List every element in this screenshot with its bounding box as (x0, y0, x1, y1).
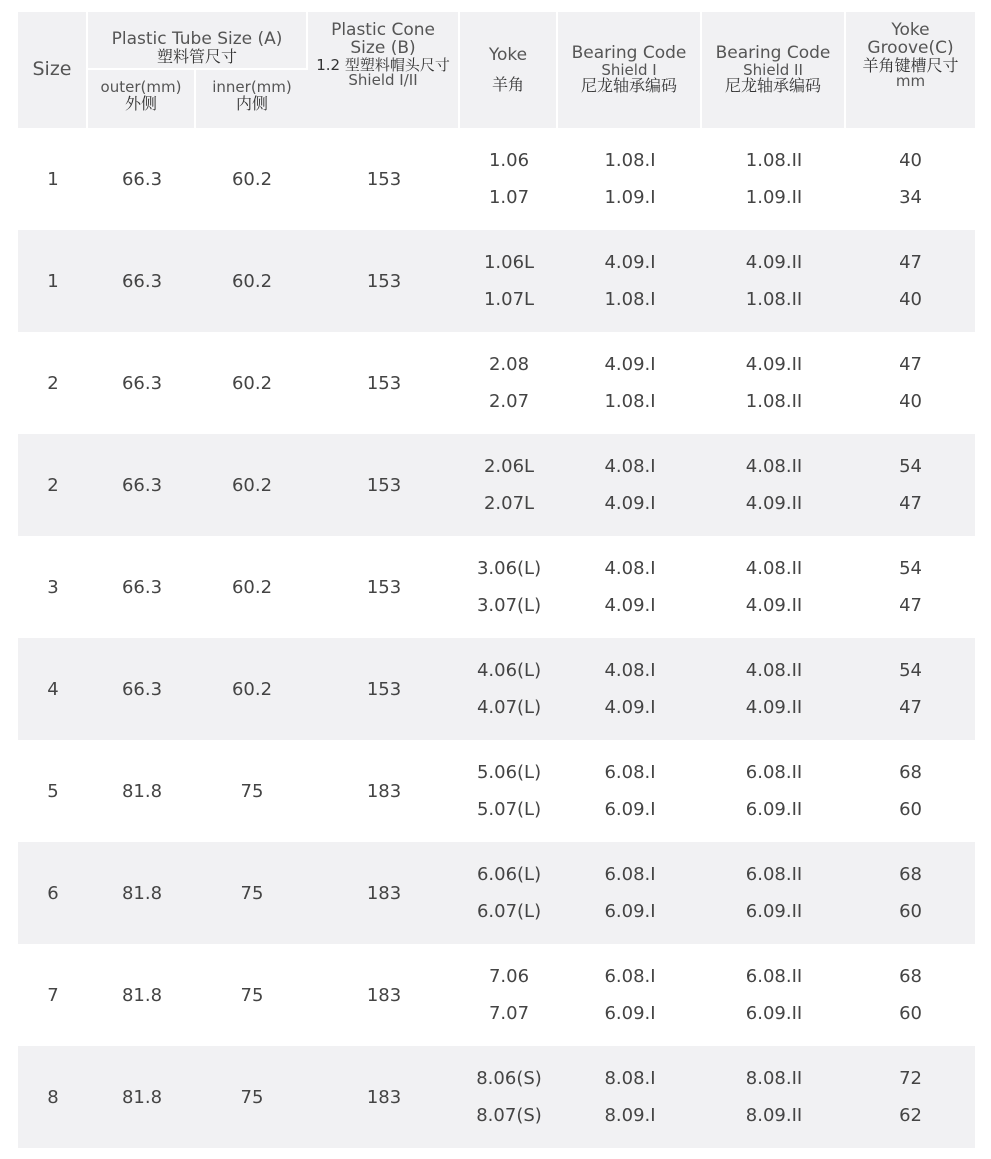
header-bearing-code-2: Bearing Code Shield II 尼龙轴承编码 (702, 12, 846, 128)
cell-bearing-code-1-value: 6.09.I (604, 901, 656, 922)
cell-yoke-groove-value: 54 (899, 456, 922, 477)
cell-cone: 153 (308, 434, 460, 536)
cell-bearing-code-1 (558, 536, 702, 638)
cell-yoke-value: 7.07 (488, 1003, 530, 1024)
cell-bearing-code-1 (558, 842, 702, 944)
cell-size: 5 (18, 740, 88, 842)
cell-bearing-code-1-value: 6.08.I (604, 864, 656, 885)
cell-bearing-code-2 (702, 536, 846, 638)
cell-yoke-value: 1.06L (483, 252, 535, 273)
cell-yoke-groove-value: 47 (899, 595, 922, 616)
cell-size: 8 (18, 1046, 88, 1148)
cell-inner: 75 (196, 1046, 308, 1148)
cell-bearing-code-2-value: 4.09.II (745, 354, 803, 375)
cell-bearing-code-2-value: 6.09.II (745, 799, 803, 820)
cell-bearing-code-1-stack (558, 354, 702, 412)
cell-bearing-code-2-stack (702, 456, 846, 514)
cell-bearing-code-2-value: 4.08.II (745, 456, 803, 477)
cell-yoke (460, 128, 558, 230)
cell-yoke-groove-value: 60 (899, 901, 922, 922)
cell-inner: 75 (196, 842, 308, 944)
cell-yoke-value: 6.06(L) (476, 864, 542, 885)
cell-bearing-code-2-stack (702, 966, 846, 1024)
cell-bearing-code-1-value: 1.09.I (604, 187, 656, 208)
table-row (18, 842, 975, 944)
cell-bearing-code-1 (558, 434, 702, 536)
cell-yoke-groove-value: 47 (899, 354, 922, 375)
cell-outer: 66.3 (88, 128, 196, 230)
cell-size: 3 (18, 536, 88, 638)
table-row (18, 1046, 975, 1148)
cell-bearing-code-1-stack (558, 456, 702, 514)
cell-bearing-code-2-stack (702, 762, 846, 820)
cell-yoke-groove (846, 434, 975, 536)
cell-bearing-code-2-value: 4.09.II (745, 493, 803, 514)
cell-yoke-stack (460, 864, 558, 922)
cell-outer: 66.3 (88, 638, 196, 740)
cell-yoke-groove-stack (846, 252, 975, 310)
cell-outer: 81.8 (88, 740, 196, 842)
cell-yoke-groove-value: 47 (899, 493, 922, 514)
cell-yoke-stack (460, 660, 558, 718)
cell-size: 6 (18, 842, 88, 944)
cell-yoke-groove-value: 47 (899, 252, 922, 273)
cell-yoke (460, 230, 558, 332)
cell-cone: 183 (308, 1046, 460, 1148)
cell-bearing-code-1-value: 4.08.I (604, 456, 656, 477)
cell-size: 7 (18, 944, 88, 1046)
cell-bearing-code-1 (558, 332, 702, 434)
cell-bearing-code-2-value: 4.08.II (745, 660, 803, 681)
cell-yoke (460, 842, 558, 944)
cell-yoke-groove-stack (846, 150, 975, 208)
cell-yoke-groove (846, 332, 975, 434)
cell-size: 2 (18, 332, 88, 434)
cell-yoke-groove-value: 62 (899, 1105, 922, 1126)
cell-bearing-code-2-value: 1.09.II (745, 187, 803, 208)
cell-yoke-groove-stack (846, 762, 975, 820)
table-row (18, 332, 975, 434)
cell-bearing-code-2-value: 8.09.II (745, 1105, 803, 1126)
cell-bearing-code-2-value: 1.08.II (745, 150, 803, 171)
cell-bearing-code-1-value: 4.09.I (604, 493, 656, 514)
cell-bearing-code-2 (702, 332, 846, 434)
cell-bearing-code-1-value: 6.08.I (604, 966, 656, 987)
cell-yoke-groove-stack (846, 1068, 975, 1126)
cell-bearing-code-1-value: 8.09.I (604, 1105, 656, 1126)
cell-yoke-value: 1.07L (483, 289, 535, 310)
cell-outer: 66.3 (88, 230, 196, 332)
cell-bearing-code-1-stack (558, 558, 702, 616)
cell-bearing-code-2-value: 8.08.II (745, 1068, 803, 1089)
cell-yoke-groove (846, 638, 975, 740)
cell-yoke-value: 7.06 (488, 966, 530, 987)
cell-yoke-groove (846, 230, 975, 332)
cell-bearing-code-2 (702, 128, 846, 230)
cell-yoke (460, 434, 558, 536)
cell-yoke-value: 3.06(L) (476, 558, 542, 579)
cell-bearing-code-2-value: 6.08.II (745, 966, 803, 987)
cell-yoke-value: 2.07 (488, 391, 530, 412)
cell-bearing-code-2-value: 6.09.II (745, 901, 803, 922)
cell-bearing-code-2-stack (702, 558, 846, 616)
cell-yoke-groove-stack (846, 660, 975, 718)
header-yoke: Yoke 羊角 (460, 12, 558, 128)
cell-yoke-groove (846, 944, 975, 1046)
cell-cone: 183 (308, 842, 460, 944)
cell-yoke-stack (460, 252, 558, 310)
cell-size: 1 (18, 230, 88, 332)
table-row (18, 536, 975, 638)
cell-bearing-code-1-value: 8.08.I (604, 1068, 656, 1089)
cell-bearing-code-2-value: 4.09.II (745, 252, 803, 273)
cell-bearing-code-1-value: 4.09.I (604, 697, 656, 718)
cell-inner: 60.2 (196, 638, 308, 740)
cell-bearing-code-2-value: 1.08.II (745, 391, 803, 412)
cell-yoke-groove (846, 740, 975, 842)
cell-outer: 81.8 (88, 944, 196, 1046)
cell-bearing-code-2-stack (702, 354, 846, 412)
cell-yoke-groove (846, 128, 975, 230)
cell-yoke-groove-value: 54 (899, 558, 922, 579)
cell-bearing-code-1-stack (558, 660, 702, 718)
cell-yoke-value: 1.06 (488, 150, 530, 171)
cell-yoke-groove-value: 54 (899, 660, 922, 681)
cell-yoke-groove (846, 842, 975, 944)
cell-bearing-code-1-value: 4.09.I (604, 354, 656, 375)
cell-yoke-stack (460, 150, 558, 208)
cell-inner: 75 (196, 944, 308, 1046)
cell-bearing-code-1 (558, 230, 702, 332)
cell-size: 2 (18, 434, 88, 536)
cell-outer: 66.3 (88, 434, 196, 536)
cell-inner: 75 (196, 740, 308, 842)
cell-bearing-code-2-stack (702, 252, 846, 310)
cell-yoke-groove-value: 47 (899, 697, 922, 718)
header-tube-zh: 塑料管尺寸 (157, 47, 238, 67)
header-tube-size (88, 12, 308, 68)
cell-bearing-code-2 (702, 1046, 846, 1148)
cell-yoke-groove-value: 72 (899, 1068, 922, 1089)
cell-bearing-code-1-value: 1.08.I (604, 289, 656, 310)
cell-yoke-stack (460, 354, 558, 412)
cell-bearing-code-1 (558, 944, 702, 1046)
cell-bearing-code-1-stack (558, 150, 702, 208)
cell-bearing-code-2 (702, 434, 846, 536)
cell-bearing-code-2 (702, 944, 846, 1046)
cell-inner: 60.2 (196, 434, 308, 536)
cell-yoke-stack (460, 1068, 558, 1126)
table-row (18, 740, 975, 842)
header-tube-en: Plastic Tube Size (A) (111, 29, 283, 50)
cell-bearing-code-1-stack (558, 252, 702, 310)
cell-yoke-groove-value: 40 (899, 391, 922, 412)
cell-yoke-groove-value: 40 (899, 289, 922, 310)
cell-yoke-value: 6.07(L) (476, 901, 542, 922)
table-row (18, 638, 975, 740)
cell-size: 4 (18, 638, 88, 740)
cell-bearing-code-2-value: 4.09.II (745, 595, 803, 616)
cell-bearing-code-1-stack (558, 1068, 702, 1126)
cell-bearing-code-2 (702, 740, 846, 842)
cell-yoke-stack (460, 456, 558, 514)
cell-yoke-groove-value: 68 (899, 864, 922, 885)
cell-yoke-value: 8.06(S) (476, 1068, 542, 1089)
cell-yoke-groove (846, 536, 975, 638)
table-row (18, 944, 975, 1046)
cell-bearing-code-2 (702, 842, 846, 944)
cell-yoke-groove-value: 40 (899, 150, 922, 171)
table-row (18, 434, 975, 536)
cell-yoke-value: 2.07L (483, 493, 535, 514)
cell-bearing-code-1-value: 4.09.I (604, 595, 656, 616)
cell-yoke (460, 332, 558, 434)
cell-yoke-stack (460, 966, 558, 1024)
cell-bearing-code-1-value: 1.08.I (604, 150, 656, 171)
cell-yoke-value: 5.07(L) (476, 799, 542, 820)
cell-bearing-code-2-value: 4.08.II (745, 558, 803, 579)
cell-yoke-value: 4.06(L) (476, 660, 542, 681)
header-size: Size (18, 12, 88, 128)
cell-bearing-code-1-value: 4.08.I (604, 660, 656, 681)
cell-yoke-groove-stack (846, 456, 975, 514)
cell-bearing-code-1 (558, 1046, 702, 1148)
cell-yoke-groove-value: 68 (899, 762, 922, 783)
cell-bearing-code-1 (558, 740, 702, 842)
cell-cone: 153 (308, 230, 460, 332)
cell-bearing-code-1-value: 6.09.I (604, 799, 656, 820)
cell-yoke (460, 1046, 558, 1148)
cell-cone: 153 (308, 536, 460, 638)
cell-bearing-code-1 (558, 638, 702, 740)
cell-yoke-groove-stack (846, 966, 975, 1024)
cell-inner: 60.2 (196, 230, 308, 332)
cell-bearing-code-2-stack (702, 660, 846, 718)
cell-yoke-value: 8.07(S) (476, 1105, 542, 1126)
cell-bearing-code-2-stack (702, 864, 846, 922)
cell-outer: 66.3 (88, 536, 196, 638)
cell-bearing-code-2-stack (702, 1068, 846, 1126)
cell-cone: 183 (308, 740, 460, 842)
cell-bearing-code-2 (702, 230, 846, 332)
cell-yoke-value: 4.07(L) (476, 697, 542, 718)
cell-yoke-groove-value: 60 (899, 799, 922, 820)
cell-bearing-code-1-value: 4.08.I (604, 558, 656, 579)
table-row (18, 230, 975, 332)
cell-bearing-code-1-stack (558, 762, 702, 820)
cell-outer: 81.8 (88, 1046, 196, 1148)
cell-yoke-groove-value: 34 (899, 187, 922, 208)
spec-table-container (18, 12, 975, 1148)
cell-yoke-value: 1.07 (488, 187, 530, 208)
cell-bearing-code-1 (558, 128, 702, 230)
cell-yoke-value: 2.08 (488, 354, 530, 375)
table-body (18, 128, 975, 1148)
cell-yoke-groove-stack (846, 864, 975, 922)
table-header (18, 12, 975, 128)
cell-yoke (460, 740, 558, 842)
cell-bearing-code-1-stack (558, 966, 702, 1024)
cell-inner: 60.2 (196, 332, 308, 434)
header-cone-size: Plastic Cone Size (B) 1.2 型塑料帽头尺寸 Shield I/II (308, 12, 460, 128)
header-bearing-code-1: Bearing Code Shield I 尼龙轴承编码 (558, 12, 702, 128)
cell-outer: 66.3 (88, 332, 196, 434)
cell-yoke (460, 638, 558, 740)
table-row (18, 128, 975, 230)
cell-yoke-value: 2.06L (483, 456, 535, 477)
cell-yoke-groove-stack (846, 558, 975, 616)
header-yoke-groove: Yoke Groove(C) 羊角键槽尺寸 mm (846, 12, 975, 128)
cell-bearing-code-1-value: 1.08.I (604, 391, 656, 412)
cell-cone: 183 (308, 944, 460, 1046)
cell-cone: 153 (308, 332, 460, 434)
cell-inner: 60.2 (196, 128, 308, 230)
header-outer: outer(mm) 外侧 (88, 68, 196, 128)
header-inner: inner(mm) 内侧 (196, 68, 308, 128)
cell-cone: 153 (308, 128, 460, 230)
cell-outer: 81.8 (88, 842, 196, 944)
cell-yoke-groove (846, 1046, 975, 1148)
cell-bearing-code-2-stack (702, 150, 846, 208)
cell-yoke (460, 536, 558, 638)
cell-yoke-value: 5.06(L) (476, 762, 542, 783)
spec-table (18, 12, 975, 1148)
cell-bearing-code-1-value: 6.08.I (604, 762, 656, 783)
cell-inner: 60.2 (196, 536, 308, 638)
cell-cone: 153 (308, 638, 460, 740)
cell-yoke-stack (460, 558, 558, 616)
cell-bearing-code-2-value: 4.09.II (745, 697, 803, 718)
cell-yoke-value: 3.07(L) (476, 595, 542, 616)
cell-yoke-groove-stack (846, 354, 975, 412)
cell-bearing-code-1-value: 6.09.I (604, 1003, 656, 1024)
cell-bearing-code-1-value: 4.09.I (604, 252, 656, 273)
cell-bearing-code-2-value: 1.08.II (745, 289, 803, 310)
cell-yoke-groove-value: 60 (899, 1003, 922, 1024)
cell-yoke-stack (460, 762, 558, 820)
cell-bearing-code-2-value: 6.08.II (745, 864, 803, 885)
cell-yoke (460, 944, 558, 1046)
cell-bearing-code-2-value: 6.08.II (745, 762, 803, 783)
cell-yoke-groove-value: 68 (899, 966, 922, 987)
cell-bearing-code-1-stack (558, 864, 702, 922)
cell-size: 1 (18, 128, 88, 230)
cell-bearing-code-2-value: 6.09.II (745, 1003, 803, 1024)
cell-bearing-code-2 (702, 638, 846, 740)
